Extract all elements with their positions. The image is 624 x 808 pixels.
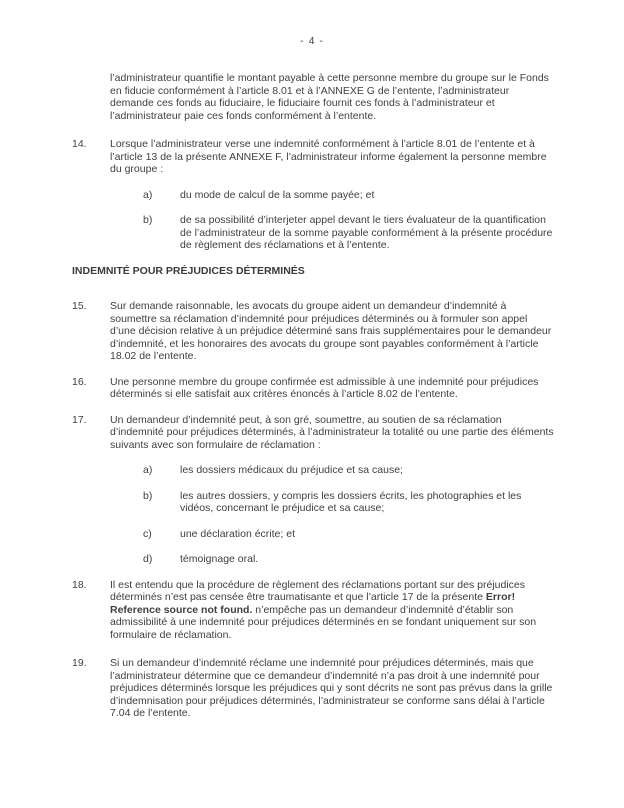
list-item-19 bbox=[72, 657, 554, 720]
item-18-text bbox=[110, 579, 554, 642]
item-14-text: Lorsque l’administrateur verse une indemnité conformément à l’article 8.01 de l’entente et à l’article 13 de la présente ANNEXE F, l’administrateur informe également la personne membre du groupe : bbox=[110, 138, 547, 175]
subitem-17a bbox=[143, 464, 554, 477]
subitem-14a bbox=[143, 189, 554, 202]
subitem-17b-letter: b) bbox=[143, 489, 153, 502]
list-item-18 bbox=[72, 579, 554, 642]
list-item-17 bbox=[72, 414, 554, 452]
subitem-14b bbox=[143, 214, 554, 252]
list-item-15 bbox=[72, 300, 554, 363]
subitem-17c-letter: c) bbox=[143, 527, 152, 540]
item-19-number: 19. bbox=[72, 657, 87, 669]
list-item-16 bbox=[72, 376, 554, 401]
item-16-text: Une personne membre du groupe confirmée est admissible à une indemnité pour préjudices déterminés si elle satisfait aux critères énoncés à l’article 8.02 de l’entente. bbox=[110, 375, 539, 400]
document-content bbox=[72, 72, 554, 733]
item-18-number: 18. bbox=[72, 578, 87, 591]
item-15-number: 15. bbox=[72, 300, 87, 312]
subitem-14b-letter: b) bbox=[143, 214, 153, 226]
page-number: - 4 - bbox=[300, 35, 324, 47]
item-18-text-after: n’empêche pas un demandeur d’indemnité d’établir son admissibilité à une indemnité pour préjudices déterminés en se fondant uniquement sur son formulaire de réclamation. bbox=[110, 603, 537, 641]
item-17-text: Un demandeur d’indemnité peut, à son gré, soumettre, au soutien de sa réclamation d’indemnité pour préjudices déterminés, à l’administrateur la totalité ou une partie des éléments suivants avec son formulaire de réclamation : bbox=[110, 413, 554, 451]
item-15-text: Sur demande raisonnable, les avocats du groupe aident un demandeur d’indemnité à soumettre sa réclamation d’indemnité pour préjudices déterminés ou à formuler son appel d’une décision relative à un préjudice déterminé sans frais supplémentaires pour le demandeur d’indemnité, et les honoraires des avocats du groupe sont payables conformément à l’article 18.02 de l’entente. bbox=[110, 300, 552, 362]
subitem-17b-text: les autres dossiers, y compris les dossiers écrits, les photographies et les vidéos, concernant le préjudice et sa cause; bbox=[180, 489, 522, 514]
subitem-14b-text: de sa possibilité d’interjeter appel devant le tiers évaluateur de la quantification de l’administrateur de la somme payable conformément à la présente procédure de règlement des réclamations et à l’entente. bbox=[180, 214, 553, 251]
paragraph-continuation: l’administrateur quantifie le montant payable à cette personne membre du groupe sur le Fonds en fiducie conformément à l’article 8.01 et à l’ANNEXE G de l’entente, l’administrateur demande ces fonds au fiduciaire, le fiduciaire fournit ces fonds à l’administrateur et l’administrateur paie ces fonds conformément à l’entente. bbox=[110, 72, 549, 122]
section-heading: INDEMNITÉ POUR PRÉJUDICES DÉTERMINÉS bbox=[72, 264, 305, 277]
item-18-error-reference: Error! Reference source not found. bbox=[110, 591, 516, 616]
subitem-17a-letter: a) bbox=[143, 464, 153, 476]
subitem-17d bbox=[143, 553, 554, 566]
subitem-14a-letter: a) bbox=[143, 188, 153, 201]
subitem-17d-text: témoignage oral. bbox=[180, 553, 259, 565]
item-19-text: Si un demandeur d’indemnité réclame une indemnité pour préjudices déterminés, mais que l’administrateur détermine que ce demandeur d’indemnité n’a pas droit à une indemnité pour préjudices déterminés lorsque les préjudices qui y sont décrits ne sont pas prévus dans la grille d’indemnisation pour préjudices déterminés, l’administrateur se conforme sans délai à l’article 7.04 de l’entente. bbox=[110, 657, 553, 719]
item-14-number: 14. bbox=[72, 138, 87, 150]
item-17-number: 17. bbox=[72, 413, 87, 426]
subitem-17d-letter: d) bbox=[143, 553, 153, 565]
subitem-17b bbox=[143, 490, 554, 515]
list-item-14 bbox=[72, 138, 554, 176]
item-18-text-before: Il est entendu que la procédure de règlement des réclamations portant sur des préjudices déterminés n’est pas censée être traumatisante et que l’article 17 de la présente bbox=[110, 578, 525, 603]
subitem-17c-text: une déclaration écrite; et bbox=[180, 527, 295, 540]
subitem-14a-text: du mode de calcul de la somme payée; et bbox=[180, 188, 375, 201]
subitem-17a-text: les dossiers médicaux du préjudice et sa cause; bbox=[180, 464, 403, 476]
subitem-17c bbox=[143, 528, 554, 541]
item-16-number: 16. bbox=[72, 375, 87, 388]
